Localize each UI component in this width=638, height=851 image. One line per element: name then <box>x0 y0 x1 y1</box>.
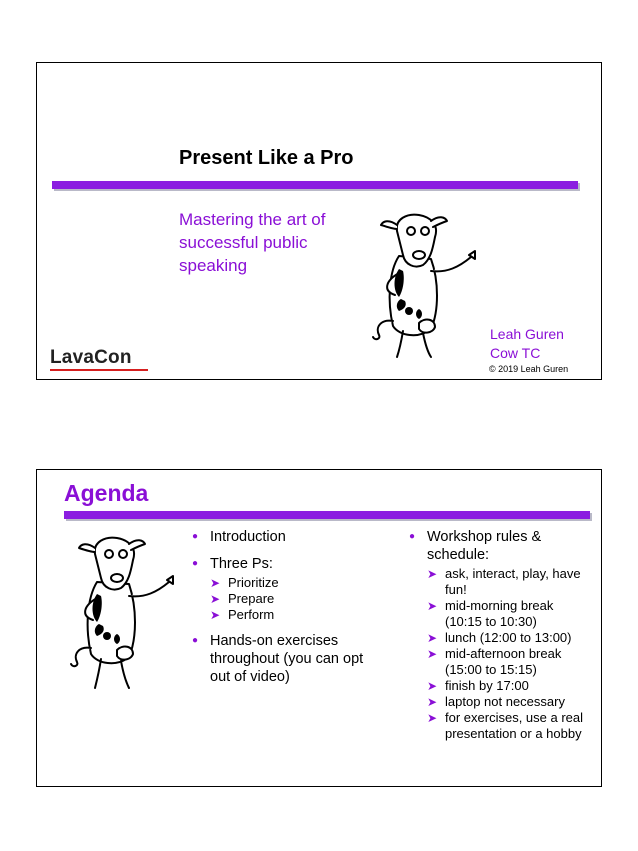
agenda-left-list <box>192 528 372 695</box>
copyright-notice: © 2019 Leah Guren <box>489 364 569 374</box>
list-item-text: Three Ps: <box>210 556 273 572</box>
sub-list-item: ➤ Prepare <box>210 591 372 607</box>
title-underline-bar <box>64 511 590 519</box>
sub-list-item: ➤ Prioritize <box>210 575 372 591</box>
sub-list-item: ➤ mid-afternoon break (15:00 to 15:15) <box>427 646 589 678</box>
sub-list-item: ➤ Perform <box>210 607 372 623</box>
author-name: Leah Guren <box>490 326 564 342</box>
sub-list-item: ➤ lunch (12:00 to 13:00) <box>427 630 589 646</box>
list-item <box>192 528 372 546</box>
slide-subtitle: Mastering the art of successful public speaking <box>179 210 326 275</box>
list-item <box>192 555 372 623</box>
sub-list-item: ➤ mid-morning break (10:15 to 10:30) <box>427 598 589 630</box>
slide-title: Agenda <box>64 480 149 506</box>
logo-underline <box>50 369 148 371</box>
cow-illustration <box>359 211 479 361</box>
sub-list-item: ➤ finish by 17:00 <box>427 678 589 694</box>
author-block <box>490 325 564 363</box>
agenda-right-list <box>409 528 589 751</box>
cow-illustration <box>57 532 177 692</box>
sub-list-item: ➤ for exercises, use a real presentation or a hobby <box>427 710 589 742</box>
lavacon-logo <box>50 347 148 371</box>
author-company: Cow TC <box>490 345 541 361</box>
title-underline-bar <box>52 181 578 189</box>
sub-list-item: ➤ laptop not necessary <box>427 694 589 710</box>
list-item-text: Workshop rules & schedule: <box>427 529 542 563</box>
list-item <box>192 632 372 686</box>
list-item-text: Hands-on exercises throughout (you can opt out of video) <box>210 633 364 685</box>
title-slide <box>36 62 602 380</box>
agenda-slide <box>36 469 602 787</box>
slide-title: Present Like a Pro <box>179 147 354 169</box>
list-item-text: Introduction <box>210 529 286 545</box>
logo-text: LavaCon <box>50 347 132 368</box>
list-item <box>409 528 589 742</box>
sub-list-item: ➤ ask, interact, play, have fun! <box>427 566 589 598</box>
